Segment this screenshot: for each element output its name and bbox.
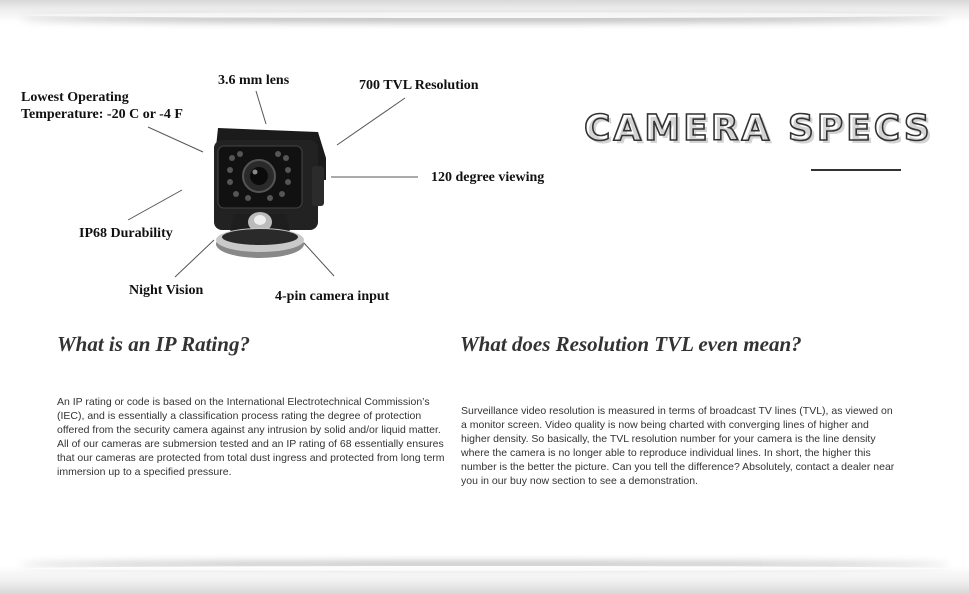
- label-resolution: 700 TVL Resolution: [359, 78, 479, 93]
- label-lowest-operating-line1: Lowest Operating: [21, 90, 129, 105]
- resolution-heading: What does Resolution TVL even mean?: [460, 332, 802, 356]
- resolution-paragraph: Surveillance video resolution is measured in terms of broadcast TV lines (TVL), as viewed on a monitor screen. Video quality is now being charted with converging lines of higher and higher density. So basically, the TVL resolution number for your camera is the line density where the camera is no longer able to reproduce individual lines. In short, the higher this number is the better the picture. Can you tell the difference? Absolutely, contact a dealer near you in our buy now section to see a demonstration.: [461, 405, 895, 487]
- ip-rating-heading: What is an IP Rating?: [57, 332, 250, 356]
- label-night-vision: Night Vision: [129, 283, 204, 298]
- label-viewing: 120 degree viewing: [431, 170, 545, 185]
- camera-image: [200, 110, 340, 265]
- title-underline: [811, 169, 901, 171]
- ip-rating-paragraph: An IP rating or code is based on the International Electrotechnical Commission’s (IEC), and is essentially a classification process rating the degree of protection offered from the security camera against any intrusion by solid and/or liquid matter. All of our cameras are submersion tested and an IP rating of 68 essentially ensures that our cameras are protected from total dust ingress and protected from long term immersion up to a specified pressure.: [57, 396, 445, 478]
- label-durability: IP68 Durability: [79, 226, 173, 241]
- label-camera-input: 4-pin camera input: [275, 289, 390, 304]
- label-lens: 3.6 mm lens: [218, 73, 290, 88]
- label-lowest-operating-line2: Temperature: -20 C or -4 F: [21, 107, 183, 122]
- page-title: CAMERA SPECS: [584, 108, 933, 149]
